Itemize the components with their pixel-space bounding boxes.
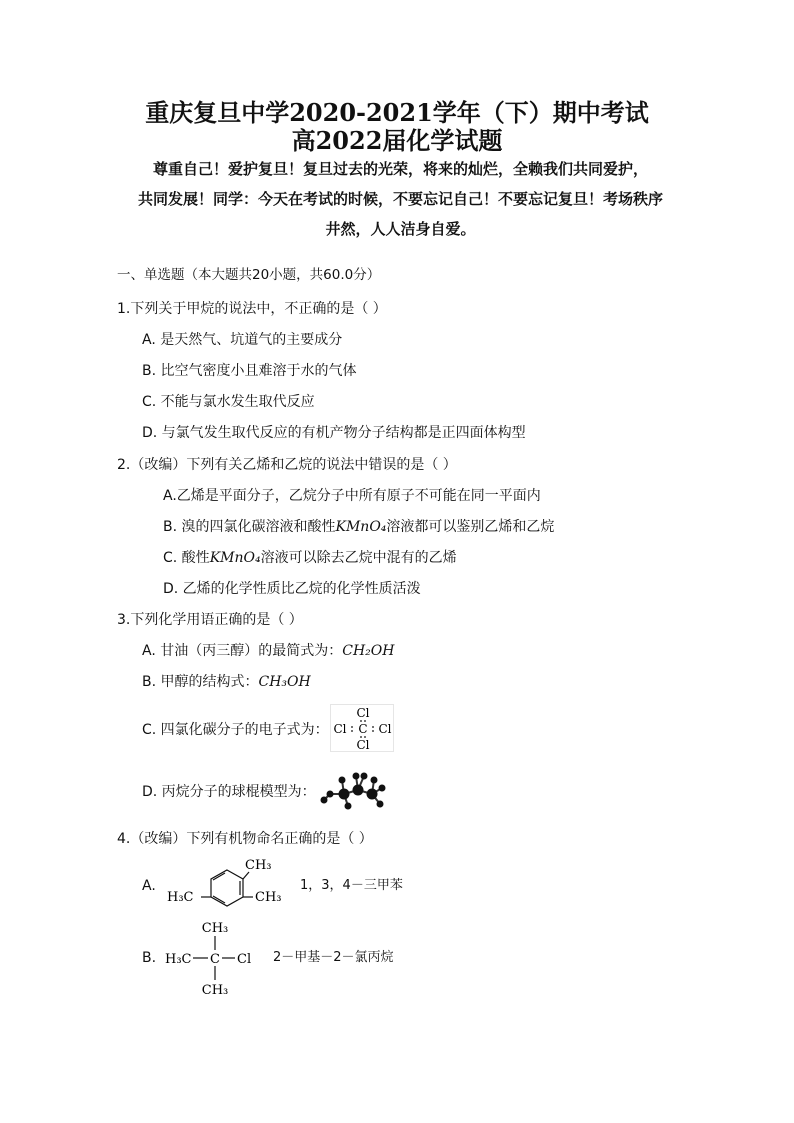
motto-line-2: 共同发展！同学：今天在考试的时候，不要忘记自己！不要忘记复旦！考场秩序 bbox=[137, 190, 663, 208]
question-3-option-d: D. 丙烷分子的球棍模型为： bbox=[142, 784, 316, 800]
formula-ch3oh: CH₃OH bbox=[258, 674, 311, 690]
group-ch3-right: CH₃ bbox=[255, 890, 282, 905]
question-2-option-c bbox=[163, 548, 457, 568]
option-c-text-before: C. 酸性 bbox=[163, 550, 210, 566]
atom-cl-top: Cl bbox=[356, 706, 370, 720]
formula-kmno4: KMnO₄ bbox=[209, 550, 261, 566]
group-h3c-left: H₃C bbox=[165, 952, 192, 967]
question-1-option-a: A. 是天然气、坑道气的主要成分 bbox=[142, 332, 343, 348]
atom-cl-bottom: Cl bbox=[356, 738, 370, 752]
question-4-option-a-letter: A. bbox=[142, 878, 156, 894]
question-4-option-b-name: 2－甲基－2－氯丙烷 bbox=[273, 950, 394, 965]
group-h3c-left: H₃C bbox=[167, 890, 194, 905]
question-1-option-b: B. 比空气密度小且难溶于水的气体 bbox=[142, 363, 357, 379]
question-1-stem: 1.下列关于甲烷的说法中，不正确的是（ ） bbox=[117, 301, 387, 317]
question-4-option-a-name: 1，3，4－三甲苯 bbox=[300, 878, 403, 893]
atom-cl-left: Cl bbox=[333, 722, 347, 736]
trimethylbenzene-structure bbox=[163, 852, 293, 910]
formula-kmno4: KMnO₄ bbox=[335, 519, 387, 535]
section-heading: 一、单选题（本大题共20小题，共60.0分） bbox=[117, 267, 381, 283]
option-b-text: B. 甲醇的结构式： bbox=[142, 674, 259, 690]
motto-line-3: 井然，人人洁身自爱。 bbox=[325, 220, 476, 238]
group-ch3-bottom: CH₃ bbox=[201, 983, 229, 998]
question-1-option-c: C. 不能与氯水发生取代反应 bbox=[142, 394, 315, 410]
atom-c-center: C bbox=[210, 952, 220, 967]
question-3-option-a bbox=[142, 641, 394, 661]
model-atoms bbox=[321, 773, 386, 810]
atom-c-center: C bbox=[358, 722, 368, 736]
option-b-text-after: 溶液都可以鉴别乙烯和乙烷 bbox=[386, 519, 555, 535]
group-ch3-top: CH₃ bbox=[245, 858, 272, 873]
motto-line-1: 尊重自己！爱护复旦！复旦过去的光荣，将来的灿烂，全赖我们共同爱护， bbox=[152, 160, 648, 178]
benzene-ring bbox=[201, 870, 253, 906]
option-b-text-before: B. 溴的四氯化碳溶液和酸性 bbox=[163, 519, 336, 535]
formula-ch2oh: CH₂OH bbox=[342, 643, 395, 659]
question-3-stem: 3.下列化学用语正确的是（ ） bbox=[117, 612, 303, 628]
question-2-option-d: D. 乙烯的化学性质比乙烷的化学性质活泼 bbox=[163, 581, 421, 597]
exam-title: 重庆复旦中学2020-2021学年（下）期中考试 bbox=[145, 98, 649, 127]
question-1-option-d: D. 与氯气发生取代反应的有机产物分子结构都是正四面体构型 bbox=[142, 425, 526, 441]
question-2-stem: 2.（改编）下列有关乙烯和乙烷的说法中错误的是（ ） bbox=[117, 457, 457, 473]
ccl4-electron-formula bbox=[330, 704, 394, 752]
propane-ball-stick-model bbox=[318, 766, 388, 812]
question-3-option-c: C. 四氯化碳分子的电子式为： bbox=[142, 722, 329, 738]
atom-cl: Cl bbox=[237, 952, 252, 967]
atom-cl-right: Cl bbox=[378, 722, 392, 736]
question-2-option-a: A.乙烯是平面分子，乙烷分子中所有原子不可能在同一平面内 bbox=[163, 488, 541, 504]
question-4-stem: 4.（改编）下列有机物命名正确的是（ ） bbox=[117, 831, 373, 847]
exam-subtitle: 高2022届化学试题 bbox=[291, 126, 503, 155]
option-c-text-after: 溶液可以除去乙烷中混有的乙烯 bbox=[260, 550, 457, 566]
group-ch3-top: CH₃ bbox=[201, 921, 229, 936]
question-3-option-b bbox=[142, 672, 311, 692]
chloropropane-structure bbox=[163, 916, 273, 1000]
option-a-text: A. 甘油（丙三醇）的最简式为： bbox=[142, 643, 343, 659]
school-motto bbox=[118, 154, 683, 244]
question-4-option-b-letter: B. bbox=[142, 950, 157, 966]
question-2-option-b bbox=[163, 517, 554, 537]
